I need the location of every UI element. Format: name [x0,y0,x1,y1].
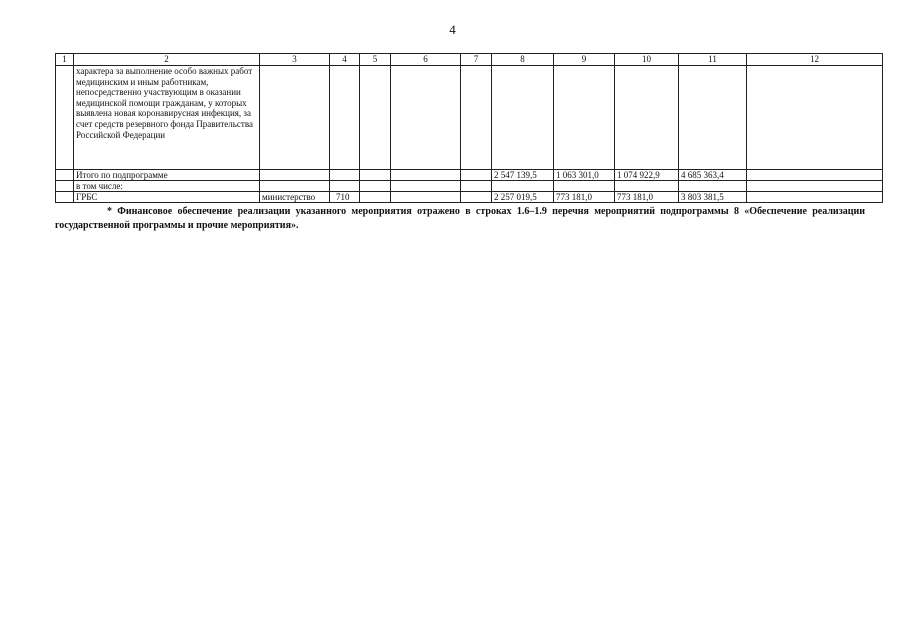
table-cell [260,66,330,170]
column-header: 3 [260,54,330,66]
total-col9-value: 1 063 301,0 [554,170,615,181]
table-cell [461,170,492,181]
table-cell [56,170,74,181]
grbs-col8-value: 2 257 019,5 [492,192,554,203]
table-cell [260,170,330,181]
column-header: 4 [330,54,360,66]
total-col11-value: 4 685 363,4 [679,170,747,181]
table-cell [391,66,461,170]
column-header-row [56,54,883,66]
continued-description-row [56,66,883,170]
table-cell [615,66,679,170]
grbs-ministry: министерство [260,192,330,203]
column-header: 8 [492,54,554,66]
grbs-code: 710 [330,192,360,203]
table-cell [492,66,554,170]
table-cell [492,181,554,192]
column-header: 5 [360,54,391,66]
including-row [56,181,883,192]
table-cell [679,181,747,192]
grbs-label: ГРБС [74,192,260,203]
table-cell [747,66,883,170]
column-header: 6 [391,54,461,66]
activity-description: характера за выполнение особо важных работ медицинским и иным работникам, непосредственно участвующим в оказании медицинской помощи гражданам, у которых выявлена новая коронавирусная инфекция, за счет средств резервного фонда Правительства Российской Федерации [74,66,260,170]
table-cell [330,66,360,170]
total-label: Итого по подпрограмме [74,170,260,181]
subprogram-total-row [56,170,883,181]
activities-table [55,53,883,203]
table-cell [679,66,747,170]
page-number: 4 [449,22,456,37]
table-cell [391,181,461,192]
grbs-col10-value: 773 181,0 [615,192,679,203]
table-cell [391,192,461,203]
column-header: 2 [74,54,260,66]
grbs-col9-value: 773 181,0 [554,192,615,203]
table-cell [330,170,360,181]
column-header: 12 [747,54,883,66]
column-header: 7 [461,54,492,66]
total-col8-value: 2 547 139,5 [492,170,554,181]
table-cell [360,192,391,203]
column-header: 1 [56,54,74,66]
table-cell [615,181,679,192]
total-col10-value: 1 074 922,9 [615,170,679,181]
table-cell [461,181,492,192]
table-cell [554,66,615,170]
table-cell [360,181,391,192]
table-cell [554,181,615,192]
table-cell [56,192,74,203]
grbs-row [56,192,883,203]
table-cell [747,192,883,203]
table-cell [260,181,330,192]
table-cell [461,66,492,170]
column-header: 9 [554,54,615,66]
table-cell [360,170,391,181]
footnote: * Финансовое обеспечение реализации указанного мероприятия отражено в строках 1.6–1.9 перечня мероприятий подпрограммы 8 «Обеспечение реализации государственной программы и прочие мероприятия». [55,206,865,231]
including-label: в том числе: [74,181,260,192]
table-cell [747,170,883,181]
table-cell [461,192,492,203]
table-cell [56,181,74,192]
column-header: 10 [615,54,679,66]
table-cell [330,181,360,192]
table-cell [391,170,461,181]
table-cell [360,66,391,170]
table-cell [747,181,883,192]
grbs-col11-value: 3 803 381,5 [679,192,747,203]
column-header: 11 [679,54,747,66]
table-cell [56,66,74,170]
